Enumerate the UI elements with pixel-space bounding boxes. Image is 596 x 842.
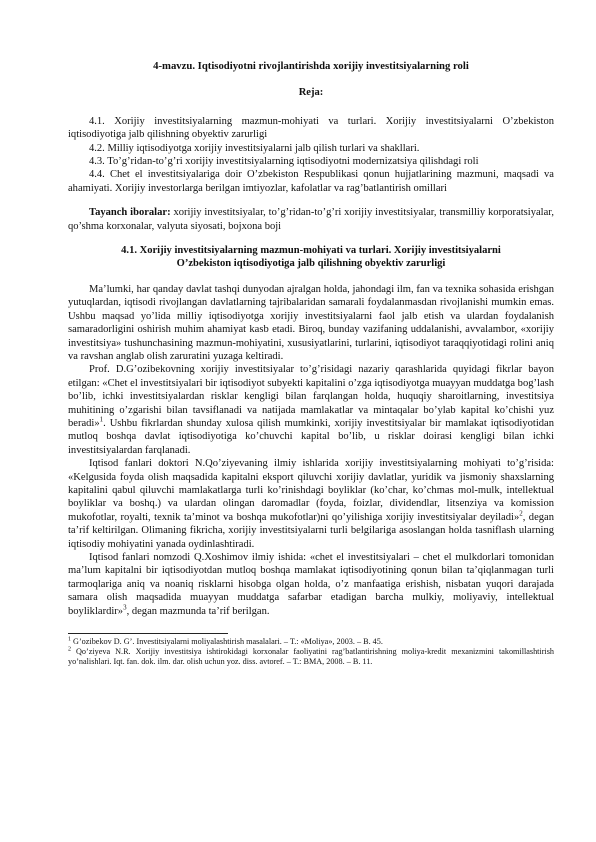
section-heading [68, 244, 554, 271]
footnote-mark-1: 1 [68, 636, 71, 643]
paragraph-3-text-b: , degan ta’rif keltirilgan. Olimaning fikricha, xorijiy investitsiyalarni turli belgilariga asoslangan holda tasniflash ularning iqtisodiy mohiyatini yanada oydinlashtiradi. [68, 511, 554, 550]
body-paragraph-3 [68, 457, 554, 551]
body-paragraph-4 [68, 551, 554, 618]
keywords-paragraph [68, 206, 554, 233]
footnote-1 [68, 637, 554, 647]
keywords-label: Tayanch iboralar: [89, 207, 171, 219]
footnote-1-text: G’ozibekov D. G’. Investitsiyalarni moliyalashtirish masalalari. – T.: «Moliya», 2003. – B. 45. [71, 637, 383, 647]
plan-item-2: 4.2. Milliy iqtisodiyotga xorijiy investitsiyalarni jalb qilish turlari va shakllari. [89, 142, 420, 154]
paragraph-3-text-a: Iqtisod fanlari doktori N.Qo’ziyevaning ilmiy ishlarida xorijiy investitsiyalarning mohiyati to’g’risida: «Kelgusida foyda olish maqsadida kapitalni eksport qiluvchi xorijiy davlatlar, yuridik va jismoniy shaxslarning kapitalini qabul qiluvchi mamlakatlarga turli ko’rinishdagi boyliklar (ko’char, ko’chmas mol-mulk, intellektual boyliklar va boshq.) va ulardan olingan daromadlar (foyda, foizlar, dividendlar, litsenziya va komission mukofotlar, royalti, texnik ta’minot va boshqa mukofotlar)ni qo’yilishiga xorijiy investitsiyalar deyiladi» [68, 458, 554, 523]
body-paragraph-1: Ma’lumki, har qanday davlat tashqi dunyodan ajralgan holda, jahondagi ilm, fan va texnika sohasida erishgan yutuqlardan, iqtisodi rivojlangan davlatlarning tajribalaridan samarali foydalanmasdan rivojlanishi mumkin emas. Ushbu maqsad yo’lida milliy iqtisodiyotga xorijiy investitsiyalarni faol jalb etish va ulardan foydalanish samaradorligini oshirish muhim ahamiyat kasb etadi. Biroq, bunday vazifaning uddalanishi, avvalambor, «xorijiy investitsiya» tushunchasining mazmun-mohiyatini, xususiyatlarini, turlarini, iqtisodiyot taraqqiyotidagi rolini aniq va ravshan anglab olish zaruratini yuzaga keltiradi. [68, 283, 554, 362]
footnote-ref-1: 1 [99, 415, 104, 424]
paragraph-2-text-b: . Ushbu fikrlardan shunday xulosa qilish mumkinki, xorijiy investitsiyalar bir mamlakat iqtisodiyotidan mutloq boshqa davlat iqtisodiyotiga ko’chuvchi kapital bo’lib, u risklar doirasi kengligi bilan ichki investitsiyalardan farqlanadi. [68, 417, 554, 456]
footnote-2-text: Qo’ziyeva N.R. Xorijiy investitsiya ishtirokidagi korxonalar faoliyatini rag’batlantirishning moliya-kredit mexanizmini takomillashtirish yo’nalishlari. Iqt. fan. dok. ilm. dar. olish uchun yoz. diss. avtoref. – T.: BMA, 2008. – B. 11. [68, 647, 554, 667]
plan-item-1: 4.1. Xorijiy investitsiyalarning mazmun-mohiyati va turlari. Xorijiy investitsiyalarni O’zbekiston iqtisodiyotiga jalb qilishning obyektiv zarurligi [68, 115, 554, 141]
paragraph-4-text-b: , degan mazmunda ta’rif berilgan. [126, 605, 270, 617]
section-heading-line2: O’zbekiston iqtisodiyotiga jalb qilishning obyektiv zarurligi [176, 258, 446, 270]
page-title: 4-mavzu. Iqtisodiyotni rivojlantirishda xorijiy investitsiyalarning roli [153, 60, 469, 72]
keywords-text: xorijiy investitsiyalar, to’g’ridan-to’g’ri xorijiy investitsiyalar, transmilliy korporatsiyalar, qo’shma korxonalar, valyuta siyosati, bojxona boji [68, 207, 555, 232]
footnote-ref-3: 3 [123, 603, 127, 612]
paragraph-4-text-a: Iqtisod fanlari nomzodi Q.Xoshimov ilmiy ishida: «chet el investitsiyalari – chet el mulkdorlari tomonidan ma’lum kapitalni bir iqtisodiyotdan mutloq boshqa mamlakat iqtisodiyotining qonun bilan ta’qiqlanmagan turli tarmoqlariga aniq va noaniq risklarni hisobga olgan holda, o’z manfaatiga erishish, nisbatan yuqori darajada samara olish maqsadida muayyan muddatga safarbar etadigan barcha mulkiy, moliyaviy, intellektual boyliklardir» [68, 552, 554, 617]
plan-item-4: 4.4. Chet el investitsiyalariga doir O’zbekiston Respublikasi qonun hujjatlarining mazmuni, maqsadi va ahamiyati. Xorijiy investorlarga berilgan imtiyozlar, kafolatlar va rag’batlantirish omillari [68, 169, 554, 194]
document-page [68, 60, 554, 667]
plan-label: Reja: [298, 87, 324, 99]
section-heading-line1: 4.1. Xorijiy investitsiyalarning mazmun-mohiyati va turlari. Xorijiy investitsiyalarni [121, 245, 501, 257]
body-paragraph-2 [68, 363, 554, 457]
footnote-2 [68, 647, 554, 667]
paragraph-2-text-a: Prof. D.G’ozibekovning xorijiy investitsiyalar to’g’risidagi nazariy qarashlarida quyidagi fikrlar bayon etilgan: «Chet el investitsiyalari bir iqtisodiyot subyekti kapitalini o’zga iqtisodiyotga muayyan muddatga bog’lash bo’lib, ichki investitsiyalardan risklar kengligi bilan farqlangan holda, huquqiy sharoitlarning, investitsiya muhitining o’zgarishi bilan tavsiflanadi va natijada mamlakatlar va mintaqalar bo’ylab kapital ko’chishi yuz beradi» [68, 364, 554, 429]
footnote-ref-2: 2 [519, 509, 523, 518]
footnote-mark-2: 2 [68, 646, 71, 653]
plan-item-3: 4.3. To’g’ridan-to’g’ri xorijiy investitsiyalarning iqtisodiyotni modernizatsiya qilishdagi roli [89, 156, 479, 168]
footnote-divider [68, 633, 228, 634]
